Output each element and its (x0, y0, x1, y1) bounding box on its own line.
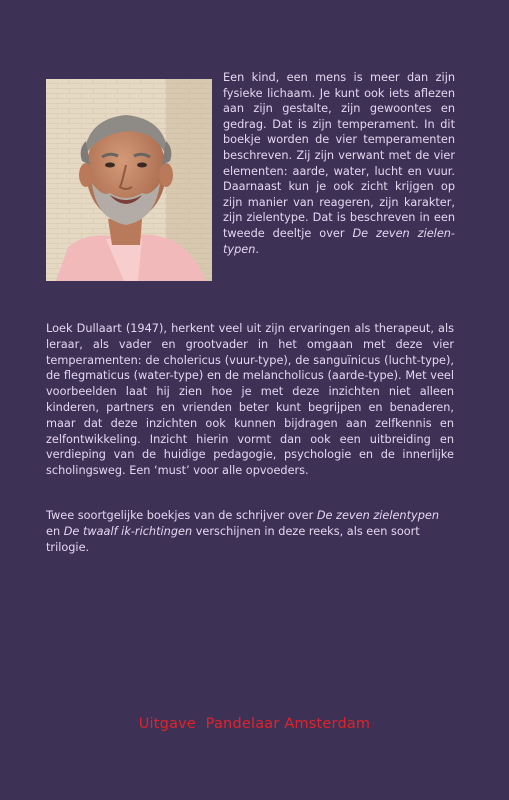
intro-paragraph (223, 70, 455, 257)
series-paragraph (46, 508, 454, 557)
publisher-line: Uitgave Pandelaar Amsterdam (138, 716, 371, 732)
series-book-title-2: De twaalf ik-richtingen (63, 525, 193, 539)
series-text-2: en (46, 525, 61, 539)
intro-book-title: De zeven zielen-typen (223, 226, 456, 256)
series-text-3: verschijnen in deze reeks, als een soort trilogie. (46, 525, 420, 555)
intro-end: . (255, 242, 259, 256)
author-bio-paragraph: Loek Dullaart (1947), herkent veel uit zijn ervaringen als therapeut, als leraar, als vader en grootvader in het omgaan met deze vier temperamenten: de cholericus (vuur-type), de sanguïnicus (lucht-type), de flegmaticus (water-type) en de melancholicus (aarde-type). Met veel voorbeelden laat hij zien hoe je met deze inzichten niet alleen kinderen, partners en vrienden beter kunt begrijpen en benaderen, maar dat deze inzichten ook kunnen bijdragen aan zelfkennis en zelfontwikkeling. Inzicht hierin vormt dan ook een uitbreiding en verdieping van de huidige pedagogie, psychologie en de innerlijke scholingsweg. Een ‘must’ voor alle opvoeders. (46, 322, 454, 478)
series-text-1: Twee soortgelijke boekjes van de schrijver over (46, 509, 314, 522)
author-portrait-image (46, 79, 212, 281)
intro-text: Een kind, een mens is meer dan zijn fysieke lichaam. Je kunt ook iets aflezen aan zijn gestalte, zijn gewoontes en gedrag. Dat is zijn temperament. In dit boekje worden de vier temperamenten beschreven. Zij zijn verwant met de vier elementen: aarde, water, lucht en vuur. Daarnaast kun je ook zicht krijgen op zijn manier van reageren, zijn karakter, zijn zielentype. Dat is beschreven in een tweede deeltje over (223, 71, 455, 240)
author-photo (46, 79, 212, 281)
series-book-title-1: De zeven zielentypen (316, 509, 439, 522)
